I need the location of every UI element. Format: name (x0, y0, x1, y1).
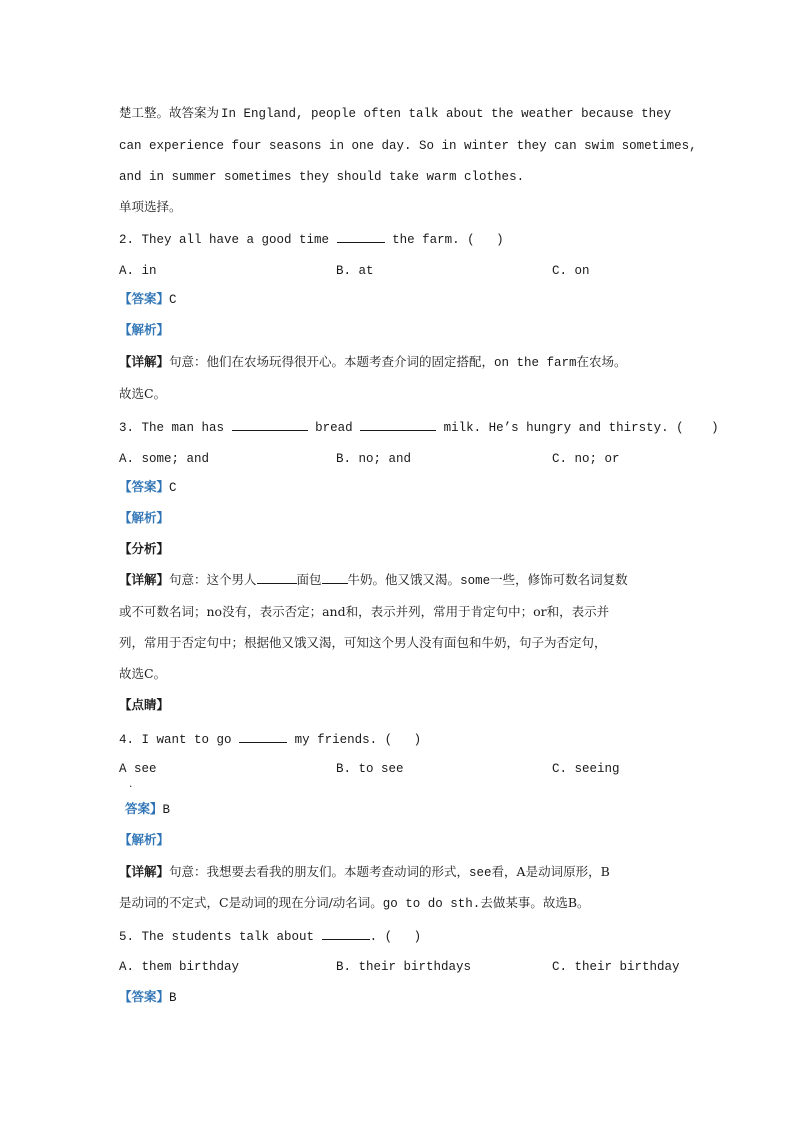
q3-detail-blank-1 (257, 571, 297, 584)
q2-answer-close: 】 (156, 291, 170, 306)
q3-stem-c: milk. He’s hungry and thirsty. ( (443, 421, 684, 435)
q2-stem-a: 2. They all have a good time (119, 233, 330, 247)
q5-option-b: B. their birthdays (336, 960, 472, 974)
q3-answer-close: 】 (156, 479, 170, 494)
q5-answer-open: 【 (119, 989, 132, 1004)
q3-stem-d: ) (711, 421, 719, 435)
q3-option-c: C. no; or (552, 452, 620, 466)
q4-detail-tag: 【详解】 (119, 864, 170, 879)
q3-detail-1b: 面包 (296, 572, 322, 587)
q3-detail-blank-2 (322, 571, 348, 584)
q3-answer-value: C (169, 481, 177, 495)
q3-option-b: B. no; and (336, 452, 412, 466)
q4-stem-a: 4. I want to go (119, 733, 232, 747)
q4-detail-2c: 去做某事。故选B。 (480, 895, 590, 910)
q2-option-a: A. in (119, 264, 157, 278)
q2-detail-b: 在农场。 (576, 354, 627, 369)
q2-answer (119, 290, 177, 309)
q5-option-c: C. their birthday (552, 960, 680, 974)
q4-stem-c: ) (413, 733, 422, 747)
q3-answer-label: 答案 (131, 479, 157, 494)
q3-answer (119, 478, 177, 497)
intro-line-1-en: In England, people often talk about the weather because they (221, 107, 672, 121)
q3-detail-1 (119, 571, 628, 590)
section-title: 单项选择。 (119, 199, 182, 214)
q5-answer (119, 988, 177, 1007)
q5-stem-c: ) (413, 930, 422, 944)
q4-analysis-tag: 【解析】 (119, 832, 170, 847)
q3-detail-1d: some (460, 574, 491, 588)
q3-blank-1 (232, 418, 308, 431)
intro-line-3: and in summer sometimes they should take warm clothes. (119, 170, 525, 184)
q4-detail-2a: 是动词的不定式，C是动词的现在分词/动名词。 (119, 895, 383, 910)
q4-detail-1a: 句意：我想要去看我的朋友们。本题考查动词的形式， (169, 864, 470, 879)
q4-stem (119, 730, 421, 749)
q4-option-a: A see (119, 762, 157, 776)
q3-analysis-tag: 【解析】 (119, 510, 170, 525)
q2-answer-value: C (169, 293, 177, 307)
q4-blank (239, 730, 287, 743)
q4-detail-1 (119, 863, 610, 882)
q2-detail-a: 句意：他们在农场玩得很开心。本题考查介词的固定搭配， (169, 354, 495, 369)
q5-blank (322, 927, 370, 940)
q2-blank (337, 230, 385, 243)
q4-answer (119, 800, 170, 819)
q2-stem (119, 230, 504, 249)
q3-detail-1e: 一些，修饰可数名词复数 (490, 572, 628, 587)
q3-blank-2 (360, 418, 436, 431)
q3-answer-open: 【 (119, 479, 132, 494)
q3-detail-tag: 【详解】 (119, 572, 170, 587)
q2-detail-en: on the farm (494, 356, 577, 370)
q4-detail-2b: go to do sth. (382, 897, 481, 911)
q2-option-c: C. on (552, 264, 590, 278)
q4-detail-2 (119, 894, 590, 913)
q5-stem (119, 927, 421, 946)
q3-fenxi-tag: 【分析】 (119, 541, 170, 556)
q3-detail-3: 列，常用于否定句中；根据他又饿又渴，可知这个男人没有面包和牛奶，句子为否定句， (119, 635, 607, 650)
q2-stem-c: ) (496, 233, 504, 247)
q4-answer-value: B (162, 803, 171, 817)
q3-detail-2: 或不可数名词；no没有，表示否定；and和，表示并列，常用于肯定句中；or和，表示并 (119, 604, 610, 619)
q5-option-a: A. them birthday (119, 960, 240, 974)
intro-line-2: can experience four seasons in one day. So in winter they can swim sometimes, (119, 139, 697, 153)
q5-stem-b: . ( (369, 930, 393, 944)
q4-detail-1c: 看，A是动词原形，B (491, 864, 610, 879)
intro-line-1-cn: 楚工整。故答案为 (119, 105, 220, 120)
q4-stem-b: my friends. ( (294, 733, 393, 747)
q3-detail-1a: 句意：这个男人 (169, 572, 257, 587)
q4-option-c: C. seeing (552, 762, 620, 776)
q2-conclusion: 故选C。 (119, 386, 167, 401)
q2-option-b: B. at (336, 264, 374, 278)
q3-conclusion: 故选C。 (119, 666, 167, 681)
q4-option-dot: . (128, 780, 134, 790)
intro-line-1 (119, 104, 671, 123)
q4-answer-close: 】 (150, 801, 163, 816)
q2-stem-b: the farm. ( (392, 233, 475, 247)
q4-detail-1b: see (469, 866, 492, 880)
q2-answer-label: 答案 (131, 291, 157, 306)
q5-stem-a: 5. The students talk about (119, 930, 315, 944)
q4-option-b: B. to see (336, 762, 404, 776)
q4-answer-label: 答案 (125, 801, 151, 816)
q2-detail-tag: 【详解】 (119, 354, 170, 369)
q5-answer-close: 】 (156, 989, 170, 1004)
q2-answer-open: 【 (119, 291, 132, 306)
q5-answer-value: B (169, 991, 177, 1005)
q3-stem-a: 3. The man has (119, 421, 225, 435)
q3-stem-b: bread (315, 421, 353, 435)
q3-detail-1c: 牛奶。他又饿又渴。 (347, 572, 461, 587)
q2-analysis-tag: 【解析】 (119, 322, 170, 337)
q3-dianjing-tag: 【点睛】 (119, 697, 170, 712)
q3-option-a: A. some; and (119, 452, 210, 466)
q3-stem (119, 418, 719, 437)
q2-detail (119, 353, 627, 372)
q5-answer-label: 答案 (131, 989, 157, 1004)
